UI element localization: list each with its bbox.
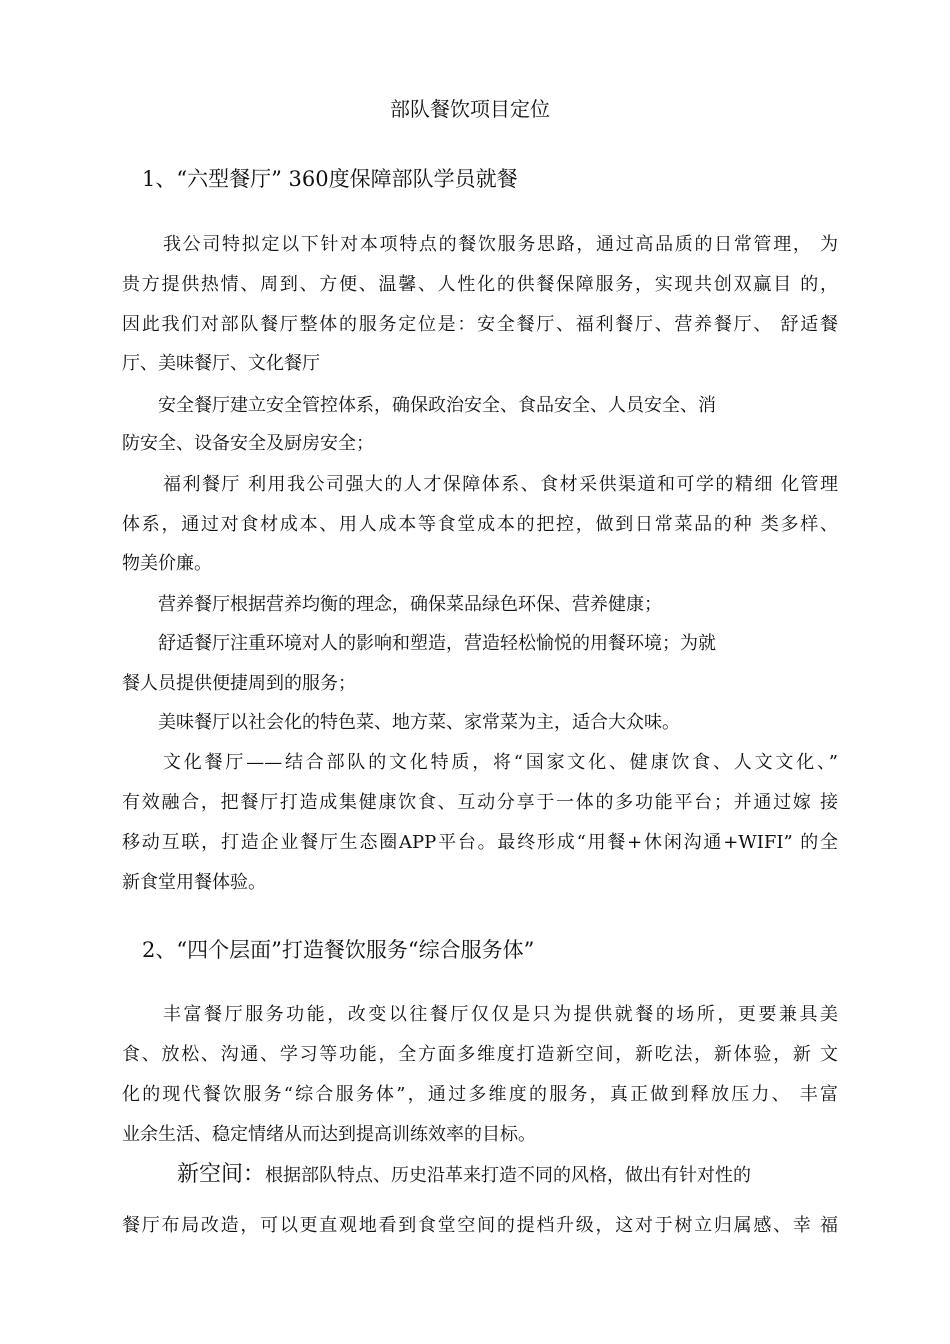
culture-line-3: 移动互联，打造企业餐厅生态圈APP平台。最终形成“用餐+休闲沟通+WIFI” 的全 [122, 832, 838, 853]
new-space-text: 根据部队特点、历史沿革来打造不同的风格，做出有针对性的 [265, 1165, 752, 1186]
safety-line-1: 安全餐厅建立安全管控体系，确保政治安全、食品安全、人员安全、消 [158, 395, 716, 416]
nutrition-line: 营养餐厅根据营养均衡的理念，确保菜品绿色环保、营养健康； [158, 594, 662, 615]
section-2-heading: 2、“四个层面”打造餐饮服务“综合服务体” [142, 938, 535, 962]
tasty-line: 美味餐厅以社会化的特色菜、地方菜、家常菜为主，适合大众味。 [158, 712, 680, 733]
section2-line-1: 丰富餐厅服务功能，改变以往餐厅仅仅是只为提供就餐的场所，更要兼具美 [163, 1004, 838, 1025]
section-1-heading: 1、“六型餐厅” 360度保障部队学员就餐 [142, 167, 518, 191]
section2-line-4: 业余生活、稳定情绪从而达到提高训练效率的目标。 [122, 1124, 536, 1145]
new-space-label: 新空间： [177, 1162, 266, 1187]
culture-line-2: 有效融合，把餐厅打造成集健康饮食、互动分享于一体的多功能平台；并通过嫁 接 [122, 792, 838, 813]
new-space-line [177, 1163, 751, 1188]
intro-line-2: 贵方提供热情、周到、方便、温馨、人性化的供餐保障服务，实现共创双赢目 的， [122, 274, 838, 295]
welfare-line-2: 体系，通过对食材成本、用人成本等食堂成本的把控，做到日常菜品的种 类多样、 [122, 514, 838, 535]
new-space-cont-line: 餐厅布局改造，可以更直观地看到食堂空间的提档升级，这对于树立归属感、幸 福 [122, 1215, 838, 1236]
culture-line-4: 新食堂用餐体验。 [122, 872, 266, 893]
intro-line-3: 因此我们对部队餐厅整体的服务定位是：安全餐厅、福利餐厅、营养餐厅、 舒适餐 [122, 314, 838, 335]
welfare-line-1: 福利餐厅 利用我公司强大的人才保障体系、食材采供渠道和可学的精细 化管理 [163, 474, 838, 495]
intro-line-4: 厅、美味餐厅、文化餐厅 [122, 353, 320, 374]
comfort-line-1: 舒适餐厅注重环境对人的影响和塑造，营造轻松愉悦的用餐环境；为就 [158, 633, 716, 654]
document-title: 部队餐饮项目定位 [390, 97, 550, 121]
welfare-line-3: 物美价廉。 [122, 553, 212, 574]
culture-line-1: 文化餐厅——结合部队的文化特质，将“国家文化、健康饮食、人文文化、” [163, 752, 838, 773]
intro-line-1: 我公司特拟定以下针对本项特点的餐饮服务思路，通过高品质的日常管理， 为 [163, 234, 838, 255]
section2-line-3: 化的现代餐饮服务“综合服务体”，通过多维度的服务，真正做到释放压力、 丰富 [122, 1084, 838, 1105]
safety-line-2: 防安全、设备安全及厨房安全； [122, 433, 374, 454]
comfort-line-2: 餐人员提供便捷周到的服务； [122, 673, 356, 694]
section2-line-2: 食、放松、沟通、学习等功能，全方面多维度打造新空间，新吃法，新体验，新 文 [122, 1044, 838, 1065]
